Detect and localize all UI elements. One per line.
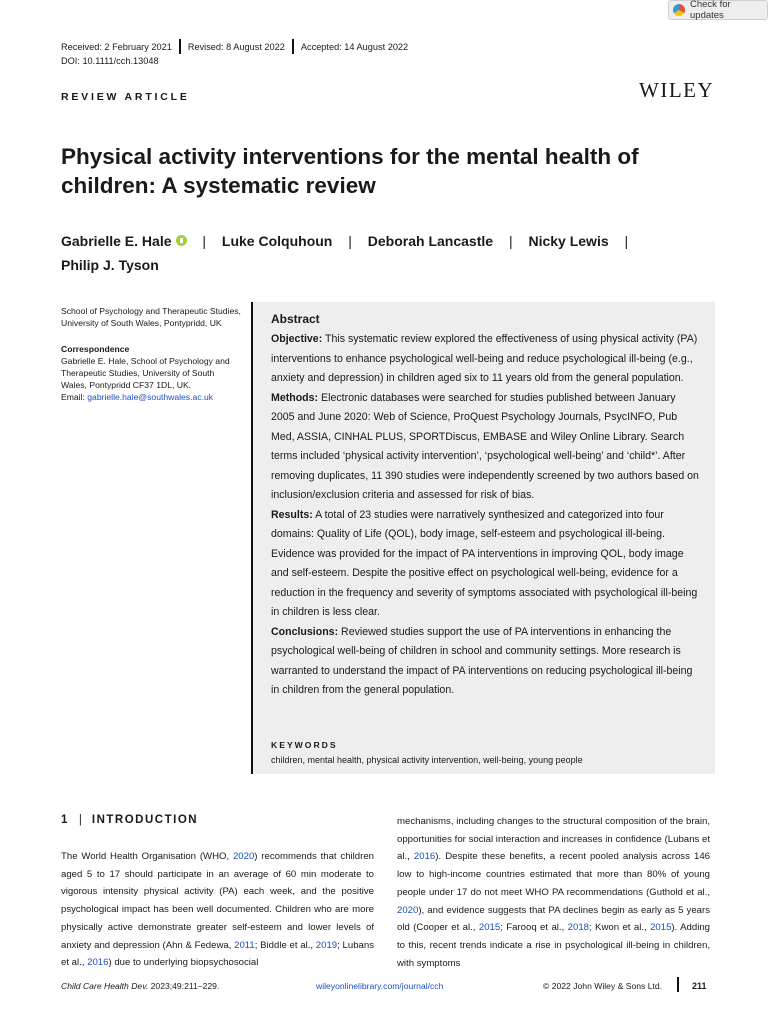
accepted-date: Accepted: 14 August 2022 bbox=[300, 41, 409, 52]
author-name[interactable]: Gabrielle E. Hale bbox=[61, 233, 172, 249]
correspondence-line: Wales, Pontypridd CF37 1DL, UK. bbox=[61, 380, 192, 390]
keywords-text: children, mental health, physical activity intervention, well-being, young people bbox=[271, 755, 583, 765]
keywords-heading: KEYWORDS bbox=[271, 740, 338, 750]
date-divider bbox=[179, 39, 181, 54]
date-divider bbox=[292, 39, 294, 54]
body-text: ). Adding to this, recent trends indicate a rise in psychological ill-being in children, with symptoms bbox=[397, 922, 711, 969]
copyright: © 2022 John Wiley & Sons Ltd. bbox=[543, 981, 663, 991]
publisher-logo: WILEY bbox=[639, 78, 715, 102]
crossmark-icon bbox=[673, 4, 685, 16]
citation-link[interactable]: 2011 bbox=[234, 939, 255, 951]
author-separator: | bbox=[624, 233, 629, 249]
title-line-1: Physical activity interventions for the mental health of bbox=[61, 144, 639, 169]
body-text: ; Farooq et al., bbox=[500, 922, 568, 934]
author-list bbox=[61, 229, 701, 277]
objective-text: This systematic review explored the effectiveness of using physical activity (PA) interventions to enhance psychological well-being and reduce psychological ill-being (e.g., anxiety and depression) in children aged six to 11 years old from the general population. bbox=[271, 333, 698, 384]
methods-label: Methods: bbox=[271, 391, 319, 404]
body-text: ) due to underlying biopsychosocial bbox=[108, 957, 259, 969]
body-text: ) recommends that children aged 5 to 17 should participate in an average of 60 min moderate to vigorous intensity physical activity (PA) each week, and the positive psychological impact has been well documented. Children who are more physically active demonstrate greater self-esteem and lower levels of anxiety and depression (Ahn & Fedewa, bbox=[61, 851, 374, 951]
correspondence-line: Therapeutic Studies, University of South bbox=[61, 368, 215, 378]
affiliation-line: University of South Wales, Pontypridd, UK bbox=[61, 318, 222, 328]
body-text: ; Kwon et al., bbox=[589, 922, 651, 934]
revised-date: Revised: 8 August 2022 bbox=[187, 41, 285, 52]
citation-link[interactable]: 2020 bbox=[397, 904, 419, 916]
author-name[interactable]: Nicky Lewis bbox=[528, 233, 609, 249]
author-name[interactable]: Deborah Lancastle bbox=[367, 233, 494, 249]
author-name[interactable]: Philip J. Tyson bbox=[61, 257, 159, 273]
orcid-icon[interactable] bbox=[176, 235, 187, 246]
correspondence bbox=[61, 343, 247, 403]
doi: DOI: 10.1111/cch.13048 bbox=[61, 56, 159, 66]
article-type: REVIEW ARTICLE bbox=[61, 91, 190, 103]
body-text: ). Despite these benefits, a recent pooled analysis across 146 low to high-income countries estimated that more than 80% of young people under 17 do not meet WHO PA recommendations (Guthold et al., bbox=[397, 851, 710, 898]
received-date: Received: 2 February 2021 bbox=[61, 41, 172, 52]
citation-link[interactable]: 2015 bbox=[478, 922, 501, 934]
section-number: 1 bbox=[61, 814, 69, 826]
footer-divider bbox=[677, 977, 679, 992]
check-for-updates-label: Check for updates bbox=[690, 0, 731, 21]
citation-link[interactable]: 2020 bbox=[232, 851, 255, 862]
abstract-rule bbox=[251, 302, 253, 774]
affiliation bbox=[61, 305, 247, 329]
check-for-updates-button[interactable] bbox=[668, 0, 768, 20]
article-title bbox=[61, 142, 681, 200]
correspondence-heading: Correspondence bbox=[61, 344, 130, 354]
citation-link[interactable]: 2016 bbox=[87, 957, 109, 969]
journal-url-link[interactable]: wileyonlinelibrary.com/journal/cch bbox=[316, 981, 444, 991]
citation-link[interactable]: 2015 bbox=[650, 922, 672, 934]
page-number: 211 bbox=[692, 981, 707, 991]
citation-text: 2023;49:211–229. bbox=[148, 981, 220, 991]
body-text: The World Health Organisation (WHO, bbox=[61, 851, 233, 862]
author-name[interactable]: Luke Colquhoun bbox=[221, 233, 333, 249]
correspondence-line: Gabrielle E. Hale, School of Psychology and bbox=[61, 356, 230, 366]
email-link[interactable]: gabrielle.hale@southwales.ac.uk bbox=[87, 392, 214, 402]
citation-link[interactable]: 2018 bbox=[567, 922, 589, 934]
email-label: Email: bbox=[61, 392, 88, 402]
author-separator: | bbox=[348, 233, 352, 249]
section-title: INTRODUCTION bbox=[91, 814, 199, 826]
methods-text: Electronic databases were searched for studies published between January 2005 and June 2020: Web of Science, ProQuest Psychology Journals, PsycINFO, Pub Med, ASSIA, CINHAL PLUS, SPORTDiscus, EMBASE and Wiley Online Library. Search terms included ‘physical activity intervention’, ‘psychological well-being’ and ‘child*’. After removing duplicates, 11 390 studies were independently screened by two authors based on inclusion/exclusion criteria and assessed for risk of bias. bbox=[271, 391, 699, 501]
citation-link[interactable]: 2019 bbox=[315, 939, 338, 951]
section-separator: | bbox=[78, 814, 82, 826]
journal-name: Child Care Health Dev. bbox=[61, 981, 149, 991]
intro-column-left bbox=[61, 848, 374, 972]
body-text: ; Lubans et al., bbox=[61, 939, 375, 969]
results-text: A total of 23 studies were narratively synthesized and categorized into four domains: Quality of Life (QOL), body image, self-esteem and psychological ill-being. Evidence was provided for the impact of PA interventions in improving QOL, body image and self-esteem. Despite the positive effect on psychological well-being, evidence for a reduction in the frequency and severity of symptoms associated with psychological ill-being in children is less clear. bbox=[271, 508, 698, 618]
intro-column-right bbox=[397, 813, 710, 972]
citation-link[interactable]: 2016 bbox=[413, 851, 436, 863]
results-label: Results: bbox=[271, 508, 313, 521]
body-text: mechanisms, including changes to the structural composition of the brain, opportunities for social interaction and increases in confidence (Lubans et al., bbox=[397, 816, 710, 863]
journal-citation bbox=[61, 981, 219, 991]
author-separator: | bbox=[202, 233, 207, 249]
conclusions-text: Reviewed studies support the use of PA interventions in enhancing the psychological well-being of children in school and community settings. More research is warranted to understand the impact of PA interventions on reducing psychological ill-being in children from the general population. bbox=[271, 625, 693, 696]
body-text: ), and evidence suggests that PA declines begin as early as 5 years old (Cooper et al., bbox=[397, 904, 710, 934]
body-text: ; Biddle et al., bbox=[254, 939, 316, 951]
abstract-heading: Abstract bbox=[271, 312, 320, 326]
conclusions-label: Conclusions: bbox=[271, 625, 339, 638]
section-heading bbox=[61, 814, 198, 826]
author-separator: | bbox=[508, 233, 513, 249]
objective-label: Objective: bbox=[271, 333, 323, 345]
affiliation-line: School of Psychology and Therapeutic Studies, bbox=[61, 306, 241, 316]
title-line-2: children: A systematic review bbox=[61, 173, 376, 198]
article-dates bbox=[61, 39, 408, 54]
abstract-body bbox=[271, 330, 702, 701]
